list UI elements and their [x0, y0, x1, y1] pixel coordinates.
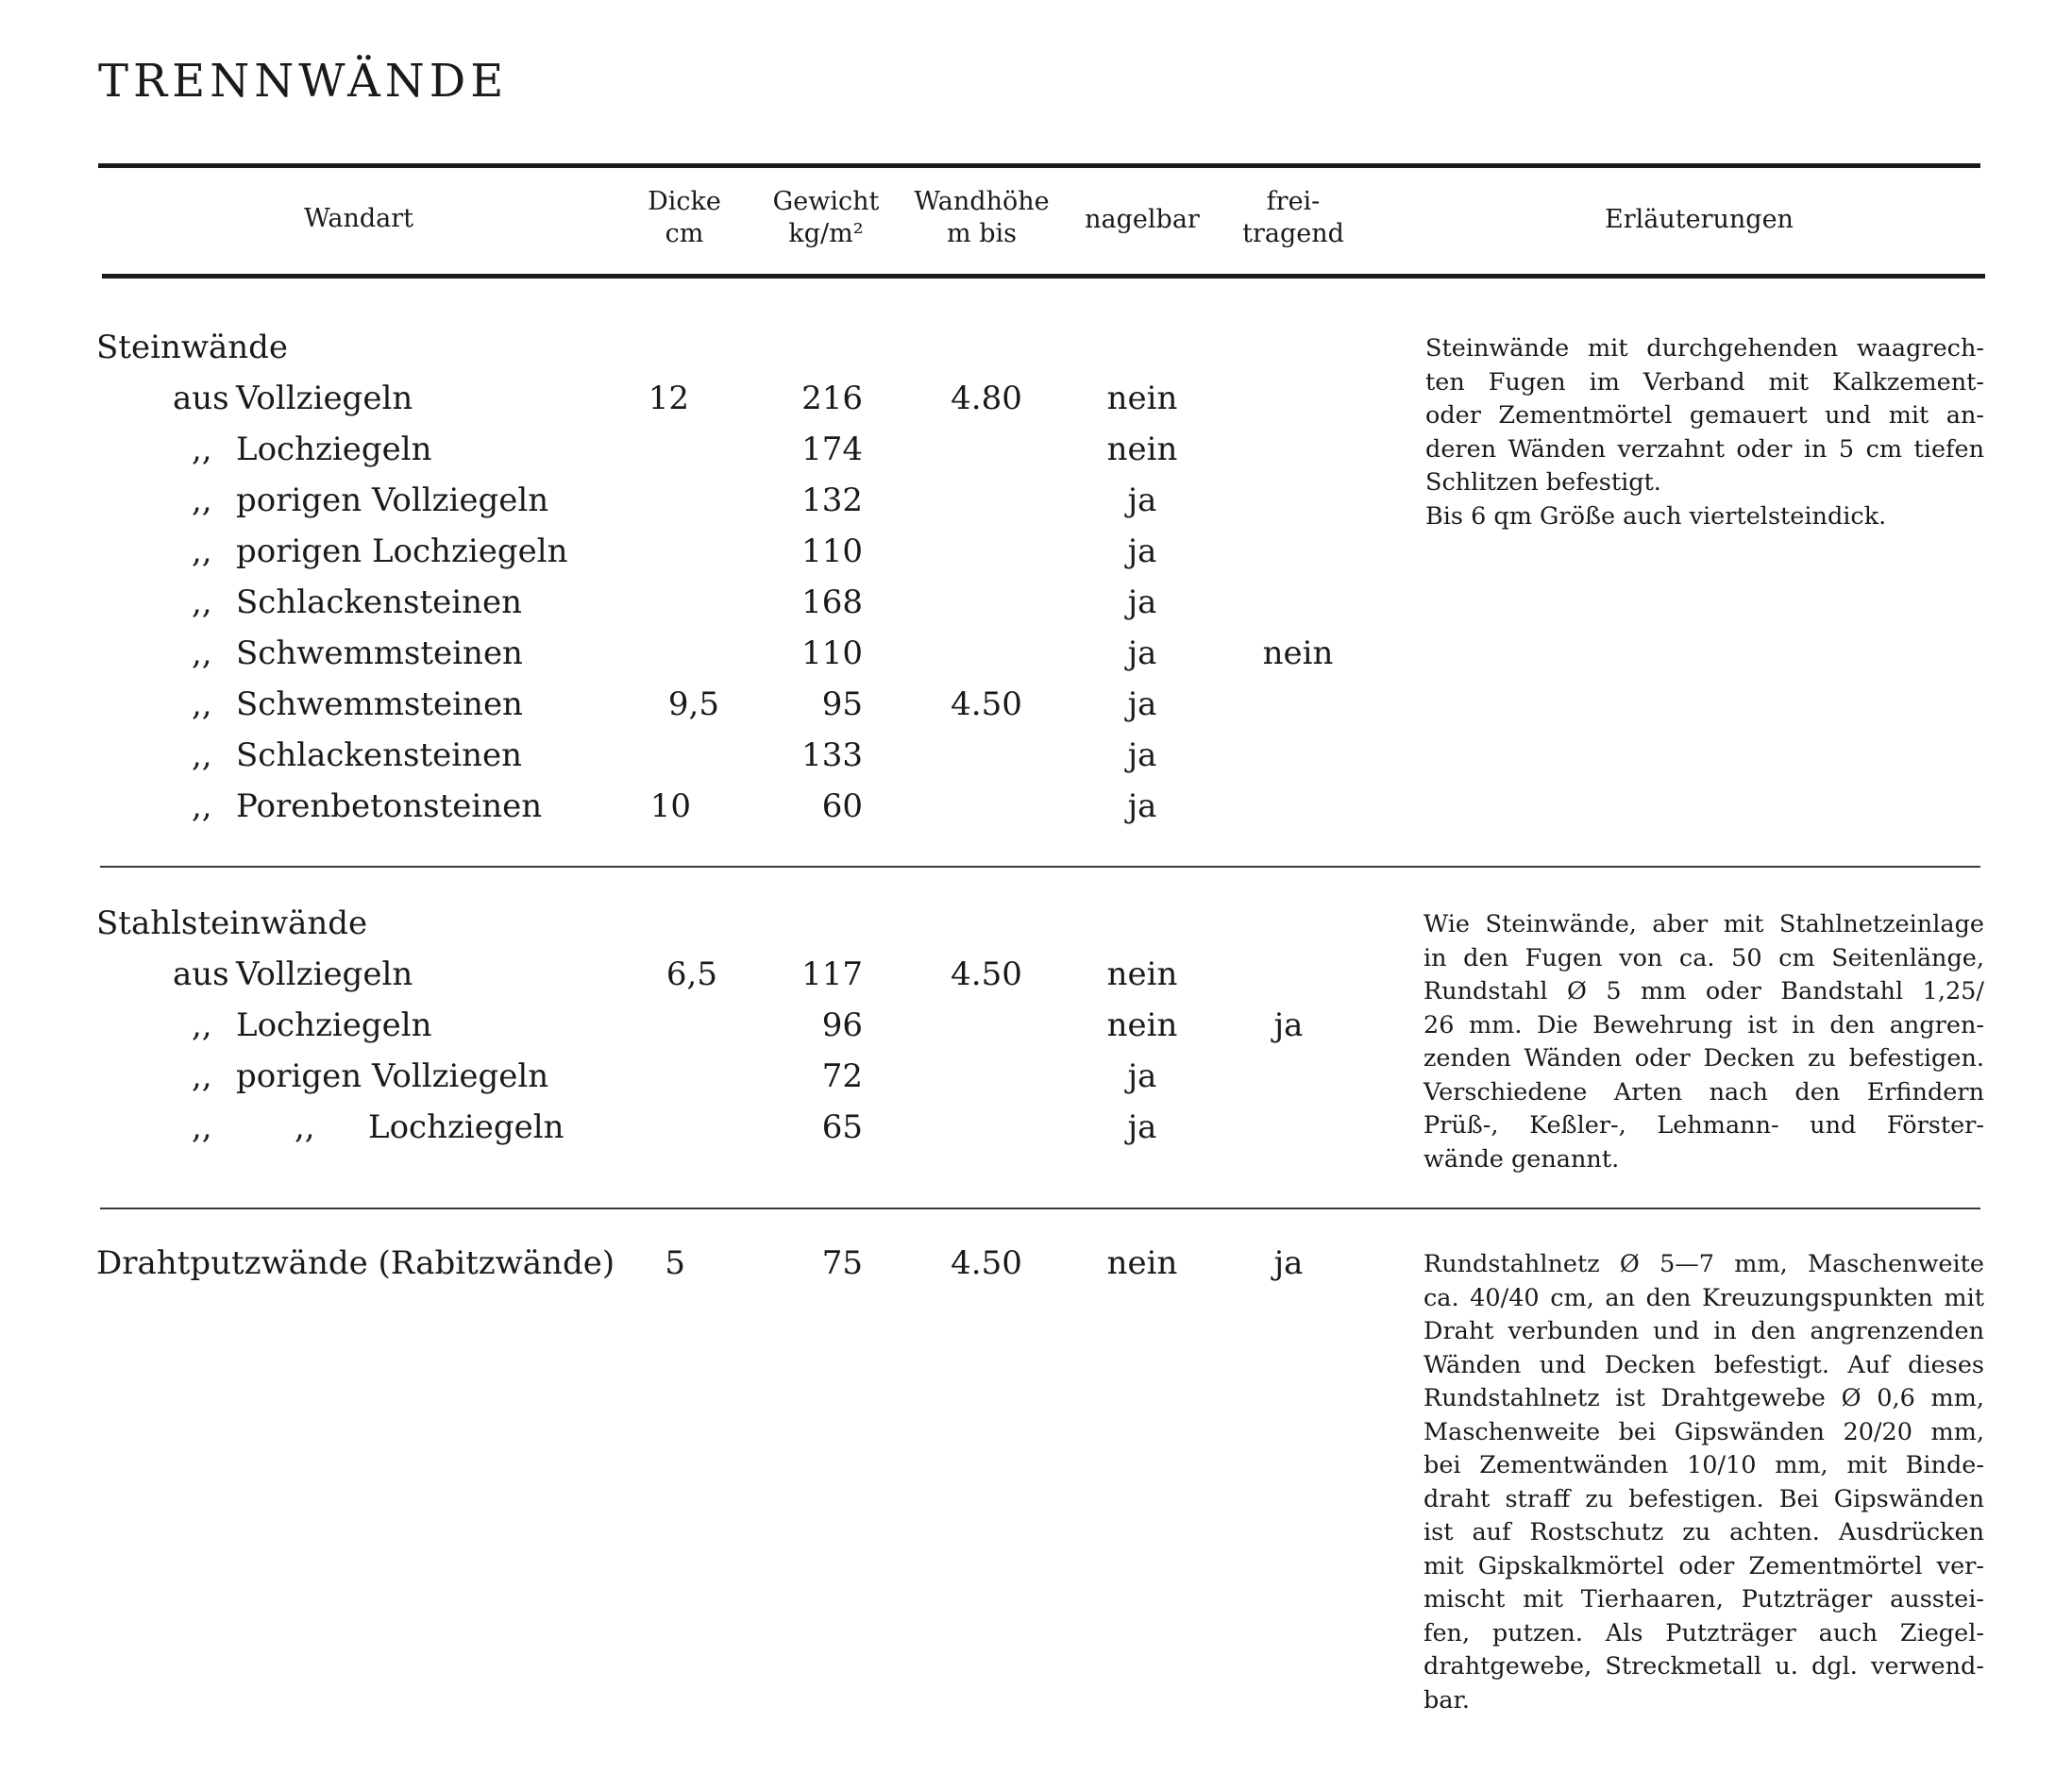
header-nagelbar: nagelbar [1085, 205, 1200, 234]
notes-drahtputzwaende: Rundstahlnetz Ø 5—7 mm, Maschenweite ca. 40/40 cm, an den Kreuzungspunkten mit Draht verbunden und in den angrenzenden Wänden und Decken befestigt. Auf dieses Rundstahlnetz ist Drahtgewebe Ø 0,6 mm, Maschenweite bei Gipswänden 20/20 mm, bei Zementwänden 10/10 mm, mit Binde- draht straff zu befestigen. Bei Gipswänden ist auf Rostschutz zu achten. Ausdrücken mit Gipskalkmörtel oder Zementmörtel ver- mischt mit Tierhaaren, Putzträger ausstei- fen, putzen. Als Putzträger auch Ziegel- drahtgewebe, Streckmetall u. dgl. verwend- bar. [1423, 1250, 1984, 1715]
header-freitragend: frei- tragend [1242, 187, 1344, 248]
header-wandhoehe: Wandhöhe m bis [914, 187, 1050, 248]
section-title-steinwaende: Steinwände [96, 329, 289, 366]
header-top-rule [98, 163, 1980, 168]
section-divider [100, 866, 1980, 868]
header-dicke: Dicke cm [648, 187, 721, 248]
notes-steinwaende: Steinwände mit durchgehenden waagrech- ten Fugen im Verband mit Kalkzement- oder Zementmörtel gemauert und mit an- deren Wänden verzahnt oder in 5 cm tiefen Schlitzen befestigt. Bis 6 qm Größe auch viertelsteindick. [1425, 334, 1984, 531]
notes-stahlsteinwaende: Wie Steinwände, aber mit Stahlnetzeinlage in den Fugen von ca. 50 cm Seitenlänge, Rundstahl Ø 5 mm oder Bandstahl 1,25/ 26 mm. Die Bewehrung ist in den angren- zenden Wänden oder Decken zu befestigen. Verschiedene Arten nach den Erfindern Prüß-, Keßler-, Lehmann- und Förster- wände genannt. [1423, 910, 1984, 1174]
header-erlaeuterungen: Erläuterungen [1605, 205, 1794, 234]
header-bottom-rule [102, 274, 1985, 279]
section-divider [100, 1208, 1980, 1209]
section-title-stahlsteinwaende: Stahlsteinwände [96, 904, 368, 942]
page-title: TRENNWÄNDE [98, 55, 509, 108]
section-title-drahtputzwaende: Drahtputzwände (Rabitzwände) [96, 1244, 615, 1282]
header-wandart: Wandart [303, 204, 414, 233]
header-gewicht: Gewicht kg/m² [772, 187, 880, 248]
